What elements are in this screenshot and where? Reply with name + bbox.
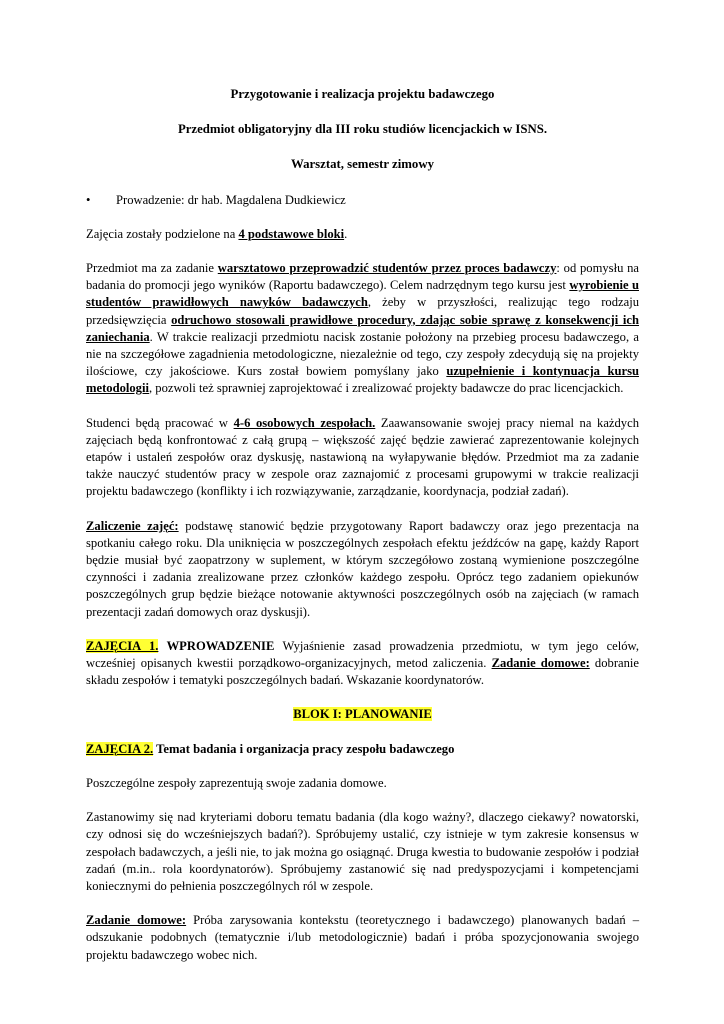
aims-text-4: . W trakcie realizacji przedmiotu nacisk zostanie położony na przebieg procesu badawczego, a nie na szczegółowe zagadnienia metodologiczne, niezależnie od tego, czy zespoły zdecydują się na projekty ilościowe, czy jakościowe. Kurs został bowiem pomyślany jako (86, 329, 639, 379)
teams-emphasis: 4-6 osobowych zespołach. (233, 415, 376, 430)
class2-paragraph-1: Poszczególne zespoły zaprezentują swoje zadania domowe. (86, 775, 387, 790)
teams-text-2: Zaawansowanie swojej pracy niemal na każdych zajęciach będą konfrontować z całą grupą – większość zajęć będzie zawierać zaprezentowanie kolejnych etapów i ustaleń zespołów oraz dyskusję, nastawioną na wyłapywanie błędów. Przedmiot ma za zadanie także nauczyć studentów pracy w zespole oraz zaznajomić z procesami grupowymi w trakcie realizacji projektu badawczego (konflikty i ich rozwiązywanie, zarządzanie, koordynacja, podział zadań). (86, 415, 639, 499)
class1-homework-label: Zadanie domowe: (491, 656, 590, 671)
class2-heading (86, 741, 639, 758)
credit-text: podstawę stanowić będzie przygotowany Raport badawczy oraz jego prezentacja na spotkaniu całego roku. Dla uniknięcia w poszczególnych zespołach efektu jeźdźców na gapę, każdy Raport będzie musiał być zaopatrzony w suplement, w którym szczegółowo zostaną wymienione poszczególne czynności i zadania zrealizowane przez członków każdego zespołu. Oprócz tego zadaniem opiekunów poszczególnych grup będzie bieżące notowanie aktywności poszczególnych osób na zajęciach (w ramach prezentacji zadań domowych oraz dyskusji). (86, 518, 639, 619)
class2-paragraph-2: Zastanowimy się nad kryteriami doboru tematu badania (dla kogo ważny?, dlaczego ciekawy? nowatorski, czy odnosi się do wcześniejszych badań?). Spróbujemy ustalić, czy istnieje w tym zakresie konsensus w zespołach badawczych, a jeśli nie, to jak można go osiągnąć. Druga kwestia to budowanie zespołów i podział zadań (m.in.. rola koordynatorów). Spróbujemy zastanowić się nad predyspozycjami i kompetencjami koniecznymi do pełnienia poszczególnych ról w zespole. (86, 810, 639, 893)
block1-title: BLOK I: PLANOWANIE (293, 707, 432, 722)
aims-text-5: , pozwoli też sprawniej zaprojektować i zrealizować projekty badawcze do prac licencjackich. (148, 381, 624, 396)
aims-emphasis-4: uzupełnienie i kontynuacja kursu metodologii (86, 364, 639, 396)
block1-heading (86, 706, 639, 723)
instructor-text: Prowadzenie: dr hab. Magdalena Dudkiewicz (116, 192, 346, 207)
document-subtitle: Przedmiot obligatoryjny dla III roku studiów licencjackich w ISNS. (177, 122, 548, 137)
credit-paragraph (86, 518, 639, 621)
intro-text: Zajęcia zostały podzielone na (86, 226, 239, 241)
aims-emphasis-3: odruchowo stosowali prawidłowe procedury, zdając sobie sprawę z konsekwencji ich zaniechania (86, 312, 640, 344)
class1-label: ZAJĘCIA 1. (86, 638, 159, 653)
class1-text-2: dobranie składu zespołów i tematyki poszczególnych badań. Wskazanie koordynatorów. (86, 656, 639, 688)
intro-paragraph (86, 226, 639, 243)
teams-text-1: Studenci będą pracować w (86, 415, 234, 430)
document-title: Przygotowanie i realizacja projektu badawczego (230, 87, 495, 101)
class1-paragraph (86, 638, 639, 690)
aims-paragraph (86, 260, 639, 398)
bullet-icon: • (86, 192, 91, 207)
document-page (86, 86, 639, 964)
instructor-bullet (86, 192, 639, 209)
class2-label: ZAJĘCIA 2. (86, 741, 154, 756)
class2-homework-label: Zadanie domowe: (86, 913, 187, 928)
teams-paragraph (86, 415, 639, 501)
class2-title: Temat badania i organizacja pracy zespołu badawczego (153, 741, 455, 756)
class1-title: WPROWADZENIE (158, 638, 275, 653)
aims-emphasis-1: warsztatowo przeprowadzić studentów przez proces badawczy (217, 261, 557, 276)
class2-homework-paragraph (86, 912, 639, 964)
intro-blocks-count: 4 podstawowe bloki (238, 226, 345, 241)
class1-text-1: Wyjaśnienie zasad prowadzenia przedmiotu, w tym jego celów, wcześniej opisanych kwestii porządkowo-organizacyjnych, metod zaliczenia. (86, 638, 639, 671)
aims-text-1: Przedmiot ma za zadanie (86, 261, 218, 276)
aims-text-3: , żeby w przyszłości, realizując tego rodzaju przedsięwzięcia (86, 295, 639, 327)
aims-emphasis-2: wyrobienie u studentów prawidłowych nawyków badawczych (86, 278, 639, 310)
credit-label: Zaliczenie zajęć: (86, 518, 179, 533)
intro-text-end: . (344, 226, 348, 241)
document-format: Warsztat, semestr zimowy (291, 157, 434, 172)
class2-homework-text: Próba zarysowania kontekstu (teoretycznego i badawczego) planowanych badań – odszukanie podobnych (tematycznie i/lub metodologicznie) badań i próba spozycjonowania swojego projektu badawczego wobec nich. (86, 913, 639, 962)
aims-text-2: : od pomysłu na badania do promocji jego wyników (Raportu badawczego). Celem nadrzędnym tego kursu jest (86, 261, 639, 293)
